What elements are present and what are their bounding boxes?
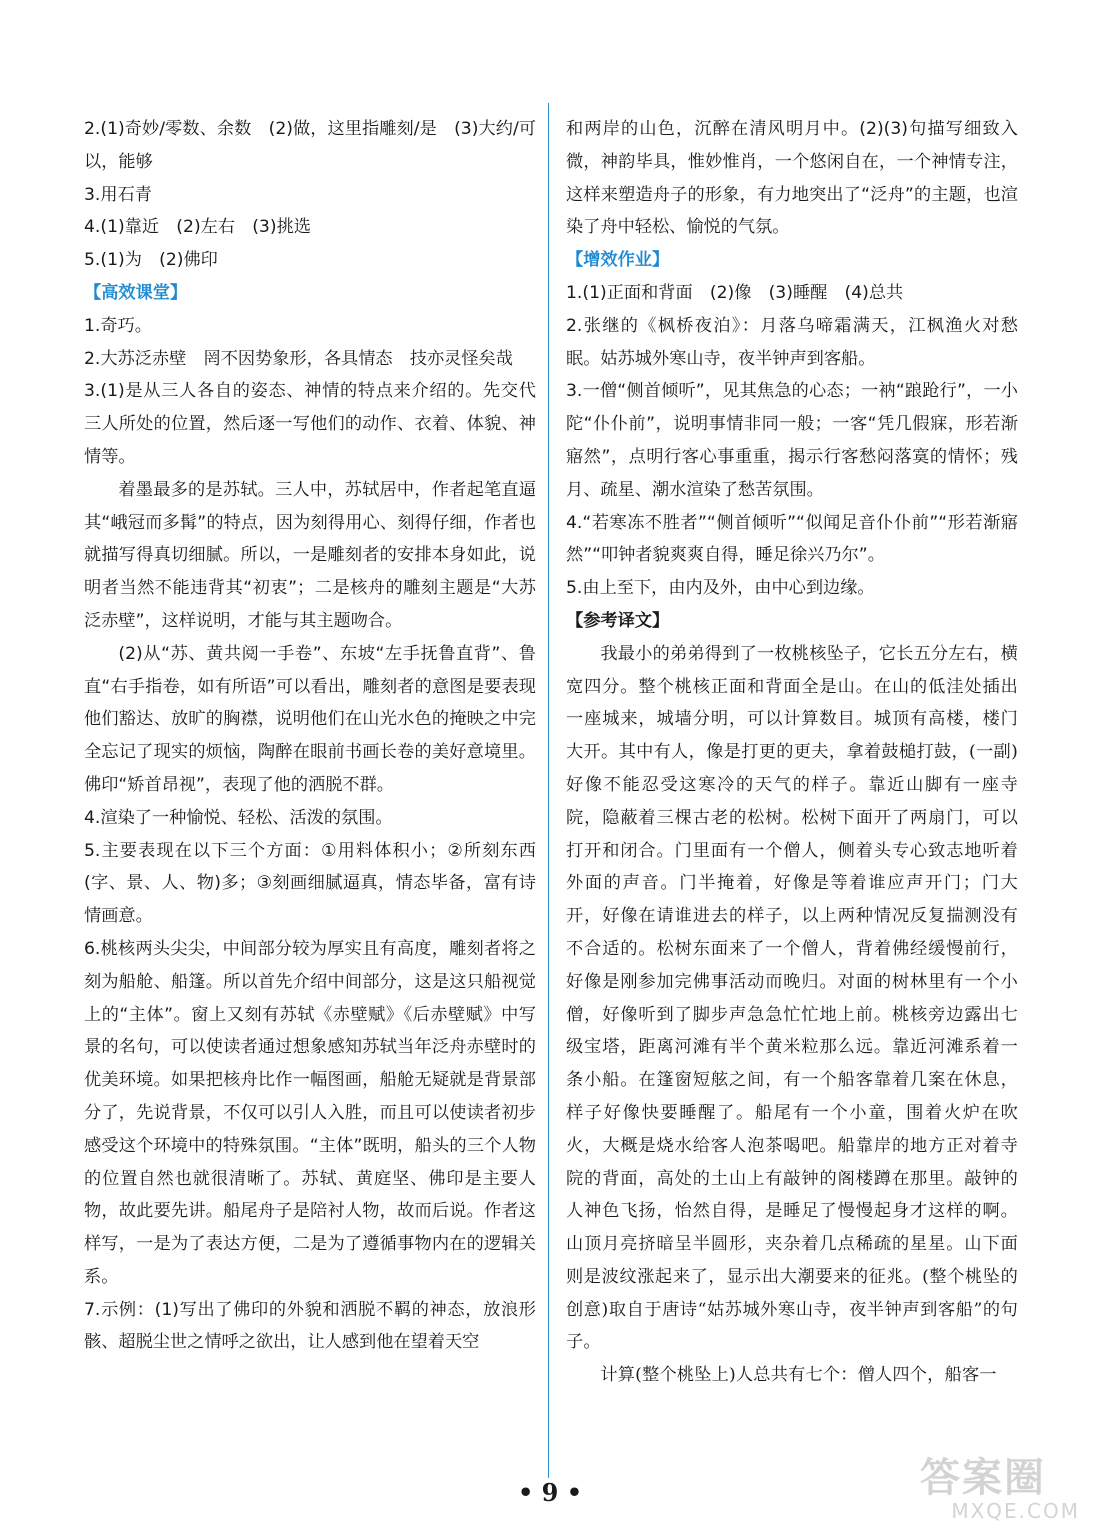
- answer-item: 4.(1)靠近 (2)左右 (3)挑选: [84, 217, 311, 238]
- translation-paragraph: 我最小的弟弟得到了一枚桃核坠子，它长五分左右，横宽四分。整个桃核正面和背面全是山。在山的低洼处插出一座城来，城墙分明，可以计算数目。城顶有高楼，楼门大开。其中有人，像是打更的更夫，拿着鼓槌打鼓，(一副)好像不能忍受这寒冷的天气的样子。靠近山脚有一座寺院，隐蔽着三棵古老的松树。松树下面开了两扇门，可以打开和闭合。门里面有一个僧人，侧着头专心致志地听着外面的声音。门半掩着，好像是等着谁应声开门；门大开，好像在请谁进去的样子，以上两种情况反复揣测没有不合适的。松树东面来了一个僧人，背着佛经缓慢前行，好像是刚参加完佛事活动而晚归。对面的树林里有一个小僧，好像听到了脚步声急急忙忙地上前。桃核旁边露出七级宝塔，距离河滩有半个黄米粒那么远。靠近河滩系着一条小船。在篷窗短舷之间，有一个船客靠着几案在休息，样子好像快要睡醒了。船尾有一个小童，围着火炉在吹火，大概是烧水给客人泡茶喝吧。船靠岸的地方正对着寺院的背面，高处的土山上有敲钟的阁楼蹲在那里。敲钟的人神色飞扬，怡然自得，是睡足了慢慢起身才这样的啊。山顶月亮挤暗呈半圆形，夹杂着几点稀疏的星星。山下面则是波纹涨起来了，显示出大潮要来的征兆。(整个桃坠的创意)取自于唐诗“姑苏城外寒山寺，夜半钟声到客船”的句子。: [566, 643, 1018, 1353]
- answer-item: 5.主要表现在以下三个方面：①用料体积小；②所刻东西(字、景、人、物)多；③刻画细腻逼真，情态毕备，富有诗情画意。: [84, 840, 536, 927]
- section-heading: 【增效作业】: [566, 250, 670, 271]
- answer-item: 4.渲染了一种愉悦、轻松、活泼的氛围。: [84, 807, 393, 828]
- answer-item: 3.用石青: [84, 184, 152, 205]
- answer-paragraph: 着墨最多的是苏轼。三人中，苏轼居中，作者起笔直逼其“峨冠而多髯”的特点，因为刻得用心、刻得仔细，作者也就描写得真切细腻。所以，一是雕刻者的安排本身如此，说明者当然不能违背其“初衷”；二是核舟的雕刻主题是“大苏泛赤壁”，这样说明，才能与其主题吻合。: [84, 479, 536, 631]
- column-divider: [548, 103, 549, 1478]
- answer-paragraph: (2)从“苏、黄共阅一手卷”、东坡“左手抚鲁直背”、鲁直“右手指卷，如有所语”可以看出，雕刻者的意图是要表现他们豁达、放旷的胸襟，说明他们在山光水色的掩映之中完全忘记了现实的烦恼，陶醉在眼前书画长卷的美好意境里。佛印“矫首昂视”，表现了他的洒脱不群。: [84, 643, 536, 795]
- answer-item: 5.由上至下，由内及外，由中心到边缘。: [566, 578, 875, 599]
- answer-item: 3.一僧“侧首倾听”，见其焦急的心态；一衲“踉跄行”，一小陀“仆仆前”，说明事情非同一般；一客“凭几假寐，形若渐寤然”，点明行客心事重重，揭示行客愁闷落寞的情怀；残月、疏星、潮水渲染了愁苦氛围。: [566, 381, 1018, 500]
- right-column: [566, 113, 1018, 1392]
- translation-paragraph: 计算(整个桃坠上)人总共有七个：僧人四个，船客一: [600, 1365, 997, 1386]
- answer-item: 2.大苏泛赤壁 罔不因势象形，各具情态 技亦灵怪矣哉: [84, 348, 513, 369]
- section-heading: 【高效课堂】: [84, 282, 188, 303]
- answer-item: 6.桃核两头尖尖，中间部分较为厚实且有高度，雕刻者将之刻为船舱、船篷。所以首先介绍中间部分，这是这只船视觉上的“主体”。窗上又刻有苏轼《赤壁赋》《后赤壁赋》中写景的名句，可以使读者通过想象感知苏轼当年泛舟赤壁时的优美环境。如果把核舟比作一幅图画，船舱无疑就是背景部分了，先说背景，不仅可以引人入胜，而且可以使读者初步感受这个环境中的特殊氛围。“主体”既明，船头的三个人物的位置自然也就很清晰了。苏轼、黄庭坚、佛印是主要人物，故此要先讲。船尾舟子是陪衬人物，故而后说。作者这样写，一是为了表达方便，二是为了遵循事物内在的逻辑关系。: [84, 938, 536, 1287]
- answer-item: 2.张继的《枫桥夜泊》：月落乌啼霜满天，江枫渔火对愁眠。姑苏城外寒山寺，夜半钟声到客船。: [566, 315, 1018, 369]
- watermark-logo: [920, 1456, 1090, 1528]
- answer-item: 1.(1)正面和背面 (2)像 (3)睡醒 (4)总共: [566, 282, 904, 303]
- answer-item: 3.(1)是从三人各自的姿态、神情的特点来介绍的。先交代三人所处的位置，然后逐一写他们的动作、衣着、体貌、神情等。: [84, 381, 536, 467]
- answer-paragraph: 和两岸的山色，沉醉在清风明月中。(2)(3)句描写细致入微，神韵毕具，惟妙惟肖，一个悠闲自在，一个神情专注，这样来塑造舟子的形象，有力地突出了“泛舟”的主题，也渲染了舟中轻松、愉悦的气氛。: [566, 119, 1018, 238]
- answer-item: 1.奇巧。: [84, 315, 152, 336]
- section-heading: 【参考译文】: [566, 610, 670, 631]
- answer-item: 2.(1)奇妙/零数、余数 (2)做，这里指雕刻/是 (3)大约/可以，能够: [84, 119, 536, 172]
- page-number: • 9 •: [517, 1478, 583, 1507]
- watermark-title: 答案圈: [920, 1455, 1046, 1501]
- answer-item: 7.示例：(1)写出了佛印的外貌和洒脱不羁的神态，放浪形骸、超脱尘世之情呼之欲出，让人感到他在望着天空: [84, 1299, 536, 1353]
- watermark-url: MXQE.COM: [951, 1499, 1080, 1523]
- answer-item: 4.“若寒冻不胜者”“侧首倾听”“似闻足音仆仆前”“形若渐寤然”“叩钟者貌爽爽自得，睡足徐兴乃尔”。: [566, 512, 1018, 566]
- left-column: [84, 113, 536, 1359]
- answer-item: 5.(1)为 (2)佛印: [84, 250, 218, 271]
